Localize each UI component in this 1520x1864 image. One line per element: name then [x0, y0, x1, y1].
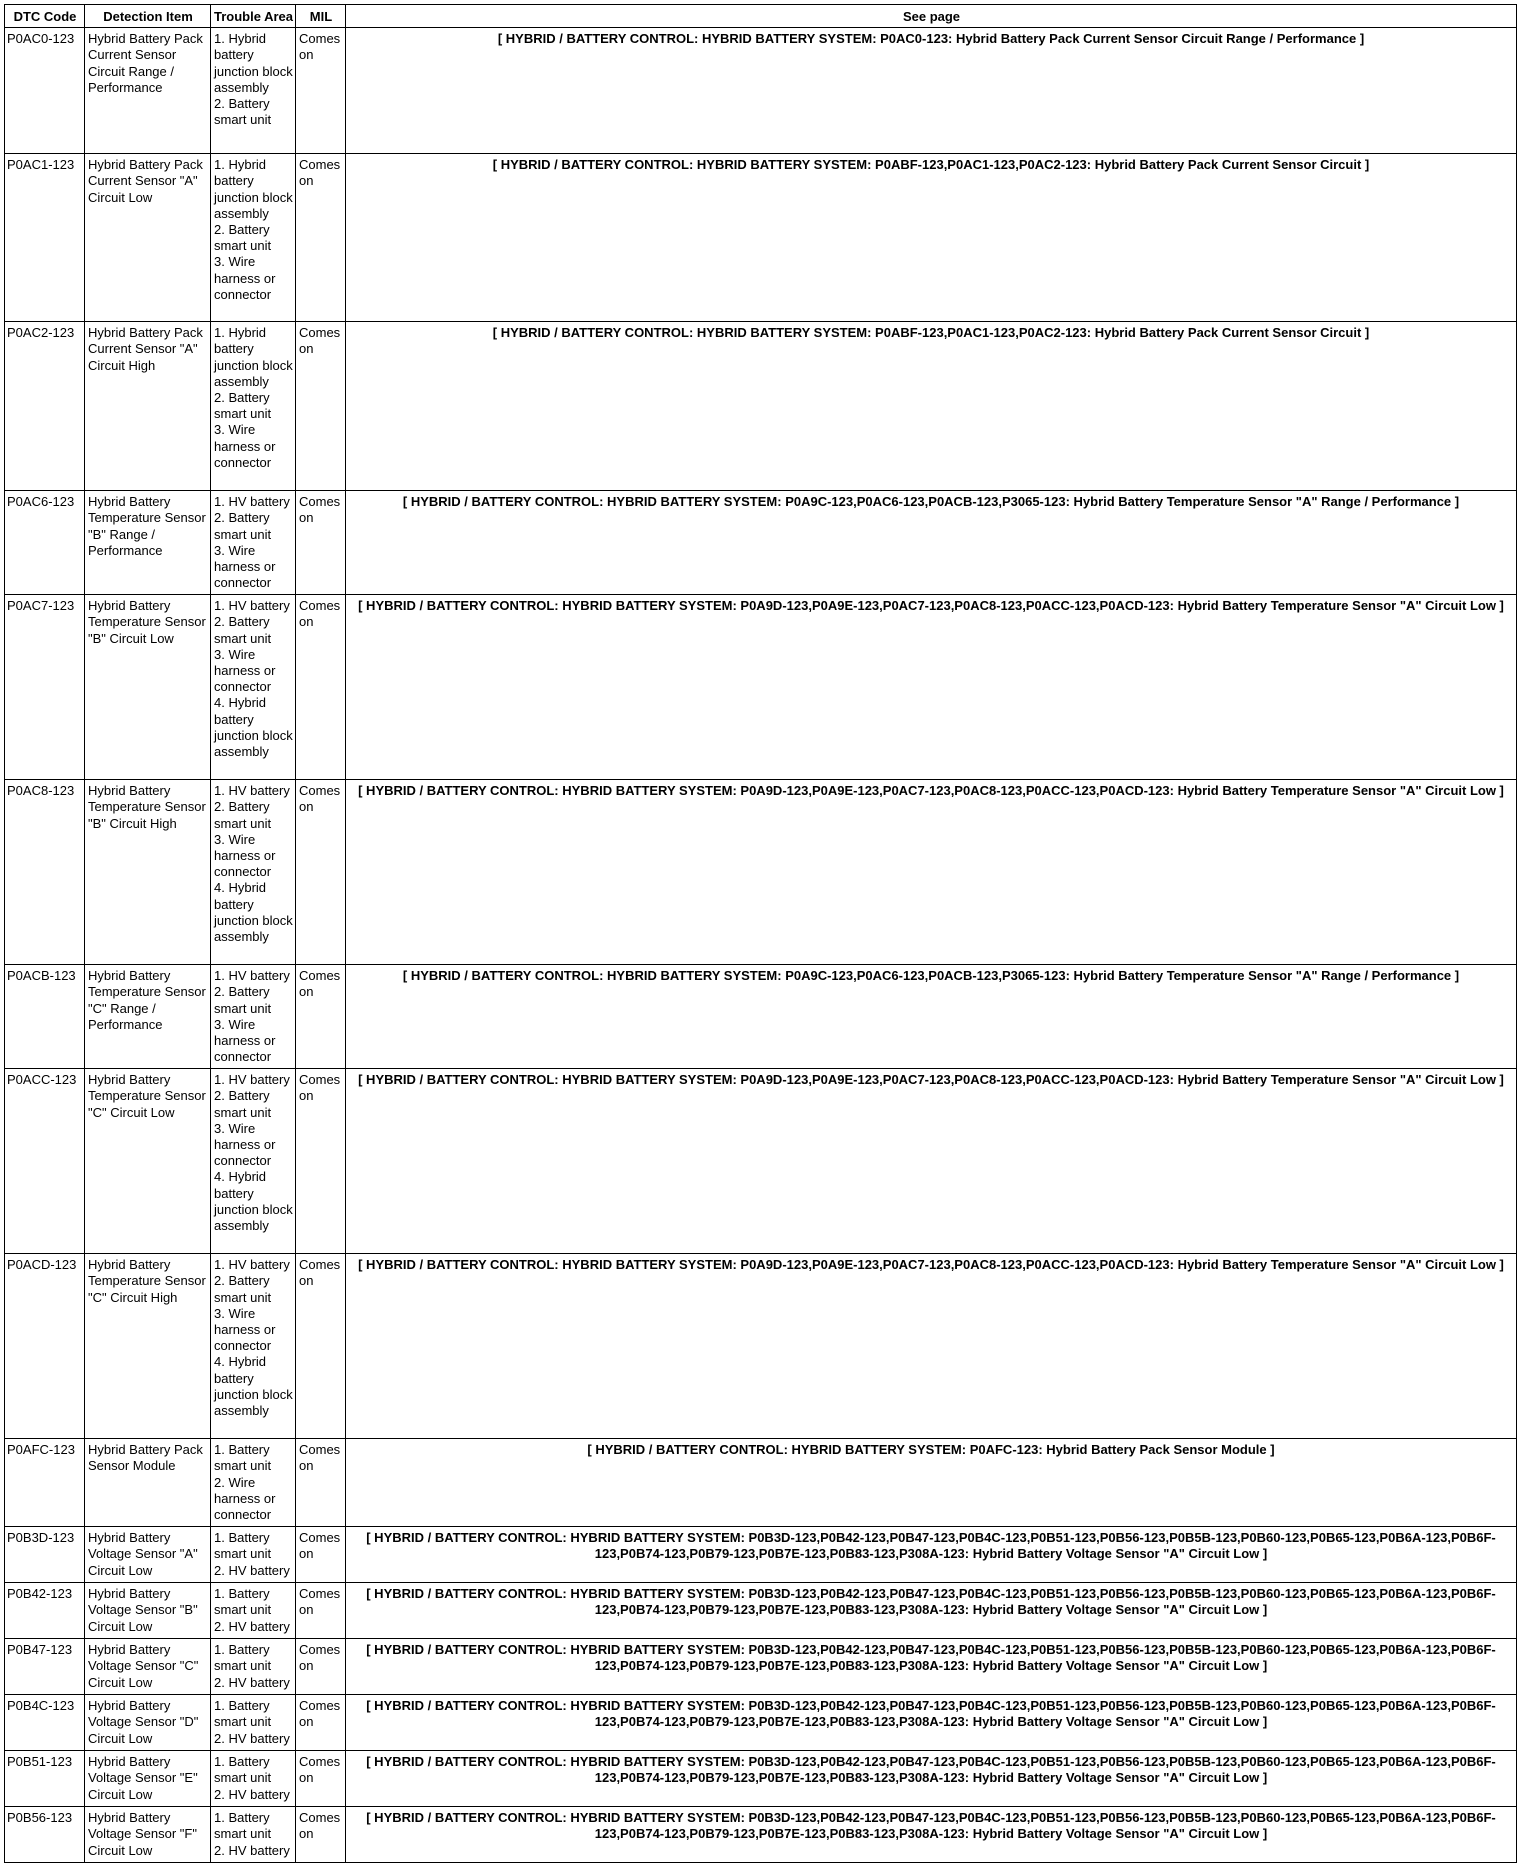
mil-cell: Comes on	[296, 1639, 346, 1695]
see-page-link[interactable]: [ HYBRID / BATTERY CONTROL: HYBRID BATTERY SYSTEM: P0A9C-123,P0AC6-123,P0ACB-123,P3065-123: Hybrid Battery Temperature Sensor "A" Range / Performance ]	[346, 965, 1517, 1069]
table-row	[5, 322, 1517, 491]
trouble-area-cell	[211, 491, 296, 595]
dtc-code-cell: P0B47-123	[5, 1639, 85, 1695]
trouble-area-item: 3. Wire harness or connector	[214, 831, 276, 880]
table-row	[5, 1639, 1517, 1695]
trouble-area-cell	[211, 780, 296, 965]
table-row	[5, 1807, 1517, 1863]
see-page-link[interactable]: [ HYBRID / BATTERY CONTROL: HYBRID BATTERY SYSTEM: P0B3D-123,P0B42-123,P0B47-123,P0B4C-123,P0B51-123,P0B56-123,P0B5B-123,P0B60-123,P0B65-123,P0B6A-123,P0B6F-123,P0B74-123,P0B79-123,P0B7E-123,P0B83-123,P308A-123: Hybrid Battery Voltage Sensor "A" Circuit Low ]	[346, 1751, 1517, 1807]
header-see-page: See page	[346, 5, 1517, 28]
see-page-link[interactable]: [ HYBRID / BATTERY CONTROL: HYBRID BATTERY SYSTEM: P0A9D-123,P0A9E-123,P0AC7-123,P0AC8-123,P0ACC-123,P0ACD-123: Hybrid Battery Temperature Sensor "A" Circuit Low ]	[346, 780, 1517, 965]
trouble-area-item: 2. Wire harness or connector	[214, 1474, 276, 1523]
header-row	[5, 5, 1517, 28]
trouble-area-item: 1. Hybrid battery junction block assembly	[214, 31, 293, 95]
header-trouble-area: Trouble Area	[211, 5, 296, 28]
table-row	[5, 1254, 1517, 1439]
trouble-area-item: 1. HV battery	[214, 1257, 290, 1273]
table-row	[5, 1751, 1517, 1807]
trouble-area-item: 3. Wire harness or connector	[214, 1016, 276, 1065]
mil-cell: Comes on	[296, 28, 346, 154]
dtc-code-cell: P0AC8-123	[5, 780, 85, 965]
trouble-area-item: 2. Battery smart unit	[214, 510, 272, 542]
table-body	[5, 28, 1517, 1863]
trouble-area-item: 2. Battery smart unit	[214, 222, 272, 254]
trouble-area-cell	[211, 1439, 296, 1527]
mil-cell: Comes on	[296, 780, 346, 965]
detection-item-cell: Hybrid Battery Voltage Sensor "A" Circuit Low	[85, 1527, 211, 1583]
trouble-area-item: 4. Hybrid battery junction block assembly	[214, 880, 293, 945]
see-page-link[interactable]: [ HYBRID / BATTERY CONTROL: HYBRID BATTERY SYSTEM: P0B3D-123,P0B42-123,P0B47-123,P0B4C-123,P0B51-123,P0B56-123,P0B5B-123,P0B60-123,P0B65-123,P0B6A-123,P0B6F-123,P0B74-123,P0B79-123,P0B7E-123,P0B83-123,P308A-123: Hybrid Battery Voltage Sensor "A" Circuit Low ]	[346, 1639, 1517, 1695]
see-page-link[interactable]: [ HYBRID / BATTERY CONTROL: HYBRID BATTERY SYSTEM: P0B3D-123,P0B42-123,P0B47-123,P0B4C-123,P0B51-123,P0B56-123,P0B5B-123,P0B60-123,P0B65-123,P0B6A-123,P0B6F-123,P0B74-123,P0B79-123,P0B7E-123,P0B83-123,P308A-123: Hybrid Battery Voltage Sensor "A" Circuit Low ]	[346, 1583, 1517, 1639]
trouble-area-item: 3. Wire harness or connector	[214, 542, 276, 591]
trouble-area-cell	[211, 154, 296, 322]
detection-item-cell: Hybrid Battery Voltage Sensor "F" Circuit Low	[85, 1807, 211, 1863]
mil-cell: Comes on	[296, 322, 346, 491]
trouble-area-item: 4. Hybrid battery junction block assembly	[214, 1354, 293, 1419]
trouble-area-item: 2. Battery smart unit	[214, 799, 272, 831]
mil-cell: Comes on	[296, 1583, 346, 1639]
detection-item-cell: Hybrid Battery Temperature Sensor "B" Range / Performance	[85, 491, 211, 595]
trouble-area-item: 2. HV battery	[214, 1842, 290, 1858]
see-page-link[interactable]: [ HYBRID / BATTERY CONTROL: HYBRID BATTERY SYSTEM: P0ABF-123,P0AC1-123,P0AC2-123: Hybrid Battery Pack Current Sensor Circuit ]	[346, 154, 1517, 322]
header-dtc-code: DTC Code	[5, 5, 85, 28]
mil-cell: Comes on	[296, 965, 346, 1069]
dtc-code-cell: P0ACC-123	[5, 1069, 85, 1254]
trouble-area-item: 1. Battery smart unit	[214, 1586, 272, 1618]
dtc-code-cell: P0ACB-123	[5, 965, 85, 1069]
mil-cell: Comes on	[296, 595, 346, 780]
mil-cell: Comes on	[296, 1695, 346, 1751]
trouble-area-cell	[211, 595, 296, 780]
detection-item-cell: Hybrid Battery Temperature Sensor "C" Range / Performance	[85, 965, 211, 1069]
dtc-code-cell: P0B4C-123	[5, 1695, 85, 1751]
trouble-area-item: 1. HV battery	[214, 968, 290, 984]
mil-cell: Comes on	[296, 1069, 346, 1254]
table-row	[5, 1069, 1517, 1254]
trouble-area-cell	[211, 1527, 296, 1583]
trouble-area-item: 2. Battery smart unit	[214, 614, 272, 646]
trouble-area-item: 3. Wire harness or connector	[214, 254, 276, 302]
detection-item-cell: Hybrid Battery Temperature Sensor "C" Circuit High	[85, 1254, 211, 1439]
dtc-code-cell: P0AFC-123	[5, 1439, 85, 1527]
dtc-code-cell: P0B51-123	[5, 1751, 85, 1807]
dtc-code-cell: P0B56-123	[5, 1807, 85, 1863]
see-page-link[interactable]: [ HYBRID / BATTERY CONTROL: HYBRID BATTERY SYSTEM: P0A9C-123,P0AC6-123,P0ACB-123,P3065-123: Hybrid Battery Temperature Sensor "A" Range / Performance ]	[346, 491, 1517, 595]
dtc-code-cell: P0AC0-123	[5, 28, 85, 154]
trouble-area-item: 1. Battery smart unit	[214, 1698, 272, 1730]
header-detection-item: Detection Item	[85, 5, 211, 28]
table-row	[5, 1527, 1517, 1583]
trouble-area-item: 1. Battery smart unit	[214, 1530, 272, 1562]
trouble-area-cell	[211, 28, 296, 154]
trouble-area-cell	[211, 1254, 296, 1439]
dtc-table	[4, 4, 1517, 1863]
dtc-code-cell: P0ACD-123	[5, 1254, 85, 1439]
detection-item-cell: Hybrid Battery Voltage Sensor "E" Circuit Low	[85, 1751, 211, 1807]
see-page-link[interactable]: [ HYBRID / BATTERY CONTROL: HYBRID BATTERY SYSTEM: P0AFC-123: Hybrid Battery Pack Sensor Module ]	[346, 1439, 1517, 1527]
table-row	[5, 1695, 1517, 1751]
dtc-code-cell: P0AC2-123	[5, 322, 85, 491]
trouble-area-item: 3. Wire harness or connector	[214, 1120, 276, 1169]
trouble-area-item: 2. Battery smart unit	[214, 984, 272, 1016]
trouble-area-item: 2. HV battery	[214, 1562, 290, 1578]
trouble-area-item: 2. Battery smart unit	[214, 96, 272, 128]
detection-item-cell: Hybrid Battery Pack Sensor Module	[85, 1439, 211, 1527]
see-page-link[interactable]: [ HYBRID / BATTERY CONTROL: HYBRID BATTERY SYSTEM: P0A9D-123,P0A9E-123,P0AC7-123,P0AC8-123,P0ACC-123,P0ACD-123: Hybrid Battery Temperature Sensor "A" Circuit Low ]	[346, 595, 1517, 780]
dtc-code-cell: P0B3D-123	[5, 1527, 85, 1583]
table-row	[5, 595, 1517, 780]
trouble-area-cell	[211, 965, 296, 1069]
table-row	[5, 1583, 1517, 1639]
trouble-area-item: 2. Battery smart unit	[214, 1273, 272, 1305]
trouble-area-item: 1. HV battery	[214, 783, 290, 799]
mil-cell: Comes on	[296, 1439, 346, 1527]
trouble-area-item: 1. Hybrid battery junction block assembly	[214, 157, 293, 221]
mil-cell: Comes on	[296, 1751, 346, 1807]
detection-item-cell: Hybrid Battery Pack Current Sensor "A" Circuit High	[85, 322, 211, 491]
detection-item-cell: Hybrid Battery Voltage Sensor "D" Circuit Low	[85, 1695, 211, 1751]
trouble-area-item: 2. Battery smart unit	[214, 390, 272, 422]
trouble-area-item: 1. HV battery	[214, 598, 290, 614]
trouble-area-item: 1. Battery smart unit	[214, 1754, 272, 1786]
see-page-link[interactable]: [ HYBRID / BATTERY CONTROL: HYBRID BATTERY SYSTEM: P0B3D-123,P0B42-123,P0B47-123,P0B4C-123,P0B51-123,P0B56-123,P0B5B-123,P0B60-123,P0B65-123,P0B6A-123,P0B6F-123,P0B74-123,P0B79-123,P0B7E-123,P0B83-123,P308A-123: Hybrid Battery Voltage Sensor "A" Circuit Low ]	[346, 1695, 1517, 1751]
table-row	[5, 154, 1517, 322]
see-page-link[interactable]: [ HYBRID / BATTERY CONTROL: HYBRID BATTERY SYSTEM: P0AC0-123: Hybrid Battery Pack Current Sensor Circuit Range / Performance ]	[346, 28, 1517, 154]
header-mil: MIL	[296, 5, 346, 28]
trouble-area-item: 1. Battery smart unit	[214, 1810, 272, 1842]
trouble-area-item: 2. HV battery	[214, 1618, 290, 1634]
detection-item-cell: Hybrid Battery Temperature Sensor "C" Circuit Low	[85, 1069, 211, 1254]
trouble-area-cell	[211, 1751, 296, 1807]
trouble-area-item: 2. HV battery	[214, 1730, 290, 1746]
trouble-area-item: 3. Wire harness or connector	[214, 1305, 276, 1354]
trouble-area-item: 2. Battery smart unit	[214, 1088, 272, 1120]
detection-item-cell: Hybrid Battery Voltage Sensor "B" Circuit Low	[85, 1583, 211, 1639]
table-row	[5, 965, 1517, 1069]
table-row	[5, 780, 1517, 965]
trouble-area-item: 1. Battery smart unit	[214, 1642, 272, 1674]
trouble-area-item: 3. Wire harness or connector	[214, 422, 276, 470]
trouble-area-cell	[211, 1639, 296, 1695]
see-page-link[interactable]: [ HYBRID / BATTERY CONTROL: HYBRID BATTERY SYSTEM: P0B3D-123,P0B42-123,P0B47-123,P0B4C-123,P0B51-123,P0B56-123,P0B5B-123,P0B60-123,P0B65-123,P0B6A-123,P0B6F-123,P0B74-123,P0B79-123,P0B7E-123,P0B83-123,P308A-123: Hybrid Battery Voltage Sensor "A" Circuit Low ]	[346, 1527, 1517, 1583]
mil-cell: Comes on	[296, 1527, 346, 1583]
dtc-code-cell: P0B42-123	[5, 1583, 85, 1639]
trouble-area-cell	[211, 1695, 296, 1751]
trouble-area-cell	[211, 1069, 296, 1254]
see-page-link[interactable]: [ HYBRID / BATTERY CONTROL: HYBRID BATTERY SYSTEM: P0A9D-123,P0A9E-123,P0AC7-123,P0AC8-123,P0ACC-123,P0ACD-123: Hybrid Battery Temperature Sensor "A" Circuit Low ]	[346, 1069, 1517, 1254]
trouble-area-item: 1. Battery smart unit	[214, 1442, 272, 1474]
table-row	[5, 1439, 1517, 1527]
trouble-area-item: 2. HV battery	[214, 1786, 290, 1802]
see-page-link[interactable]: [ HYBRID / BATTERY CONTROL: HYBRID BATTERY SYSTEM: P0B3D-123,P0B42-123,P0B47-123,P0B4C-123,P0B51-123,P0B56-123,P0B5B-123,P0B60-123,P0B65-123,P0B6A-123,P0B6F-123,P0B74-123,P0B79-123,P0B7E-123,P0B83-123,P308A-123: Hybrid Battery Voltage Sensor "A" Circuit Low ]	[346, 1807, 1517, 1863]
detection-item-cell: Hybrid Battery Temperature Sensor "B" Circuit High	[85, 780, 211, 965]
mil-cell: Comes on	[296, 1254, 346, 1439]
table-row	[5, 491, 1517, 595]
dtc-code-cell: P0AC7-123	[5, 595, 85, 780]
see-page-link[interactable]: [ HYBRID / BATTERY CONTROL: HYBRID BATTERY SYSTEM: P0A9D-123,P0A9E-123,P0AC7-123,P0AC8-123,P0ACC-123,P0ACD-123: Hybrid Battery Temperature Sensor "A" Circuit Low ]	[346, 1254, 1517, 1439]
dtc-code-cell: P0AC6-123	[5, 491, 85, 595]
mil-cell: Comes on	[296, 154, 346, 322]
trouble-area-item: 1. Hybrid battery junction block assembly	[214, 325, 293, 389]
detection-item-cell: Hybrid Battery Pack Current Sensor Circuit Range / Performance	[85, 28, 211, 154]
detection-item-cell: Hybrid Battery Voltage Sensor "C" Circuit Low	[85, 1639, 211, 1695]
trouble-area-item: 2. HV battery	[214, 1674, 290, 1690]
mil-cell: Comes on	[296, 1807, 346, 1863]
trouble-area-cell	[211, 1583, 296, 1639]
table-row	[5, 28, 1517, 154]
trouble-area-item: 4. Hybrid battery junction block assembly	[214, 695, 293, 760]
trouble-area-cell	[211, 322, 296, 491]
trouble-area-cell	[211, 1807, 296, 1863]
trouble-area-item: 3. Wire harness or connector	[214, 646, 276, 695]
detection-item-cell: Hybrid Battery Temperature Sensor "B" Circuit Low	[85, 595, 211, 780]
detection-item-cell: Hybrid Battery Pack Current Sensor "A" Circuit Low	[85, 154, 211, 322]
trouble-area-item: 1. HV battery	[214, 1072, 290, 1088]
see-page-link[interactable]: [ HYBRID / BATTERY CONTROL: HYBRID BATTERY SYSTEM: P0ABF-123,P0AC1-123,P0AC2-123: Hybrid Battery Pack Current Sensor Circuit ]	[346, 322, 1517, 491]
mil-cell: Comes on	[296, 491, 346, 595]
dtc-code-cell: P0AC1-123	[5, 154, 85, 322]
trouble-area-item: 4. Hybrid battery junction block assembly	[214, 1169, 293, 1234]
trouble-area-item: 1. HV battery	[214, 494, 290, 510]
dtc-table-container	[4, 4, 1517, 1863]
